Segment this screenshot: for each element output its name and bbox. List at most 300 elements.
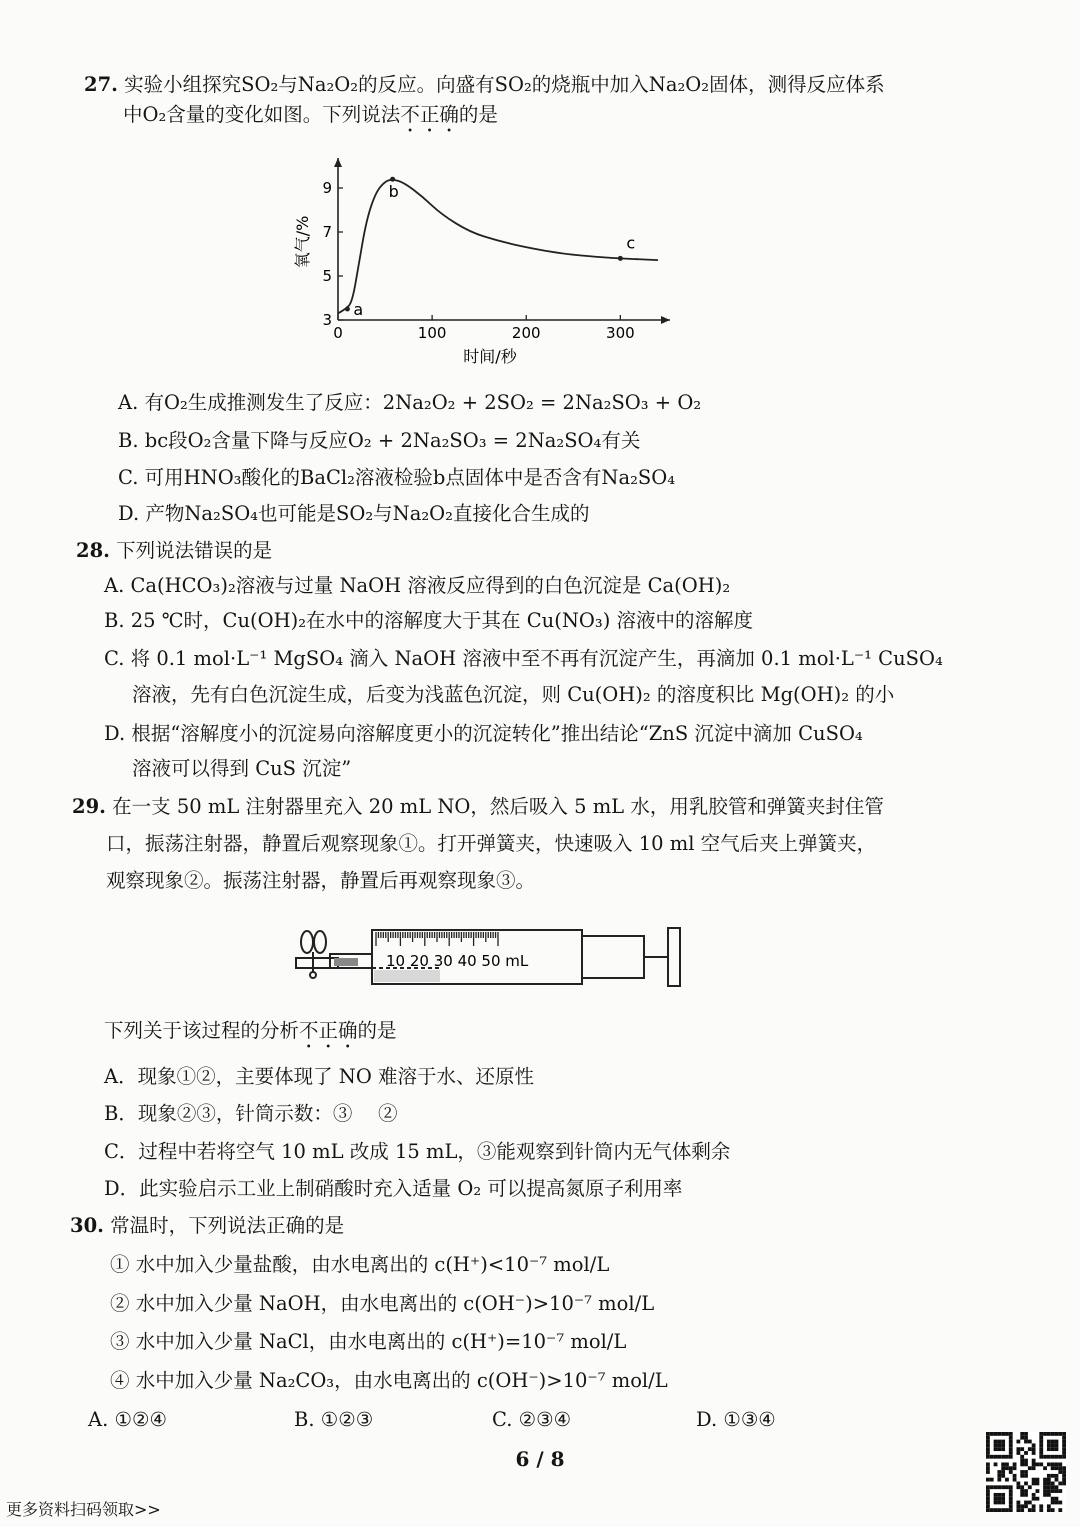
qr-finder-cell xyxy=(1005,1432,1009,1436)
qr-finder-cell xyxy=(1005,1508,1009,1512)
q29-stem-text: 在一支 50 mL 注射器里充入 20 mL NO，然后吸入 5 mL 水，用乳胶管和弹簧夹封住管 xyxy=(112,795,884,818)
qr-data-cell xyxy=(1039,1462,1043,1466)
qr-data-cell xyxy=(1062,1482,1066,1486)
qr-finder-cell xyxy=(1039,1455,1043,1459)
q29-option-b: B．现象②③，针筒示数：③ ② xyxy=(104,1102,398,1125)
qr-finder-cell xyxy=(1009,1440,1013,1444)
qr-finder-cell xyxy=(1009,1436,1013,1440)
x-axis-arrow xyxy=(661,316,670,324)
qr-finder-cell xyxy=(1009,1451,1013,1455)
q28-option-a: A. Ca(HCO₃)₂溶液与过量 NaOH 溶液反应得到的白色沉淀是 Ca(OH)₂ xyxy=(104,574,731,597)
q30-choice-a: A. ①②④ xyxy=(88,1408,167,1431)
qr-data-cell xyxy=(1024,1489,1028,1493)
point-b xyxy=(390,177,395,182)
qr-data-cell xyxy=(1058,1466,1062,1470)
qr-finder-cell xyxy=(986,1508,990,1512)
clamp-loop-left xyxy=(301,931,313,953)
qr-finder-cell xyxy=(1009,1447,1013,1451)
qr-finder-cell xyxy=(1001,1501,1005,1505)
qr-data-cell xyxy=(1024,1436,1028,1440)
qr-finder-cell xyxy=(997,1455,1001,1459)
qr-finder-cell xyxy=(986,1432,990,1436)
qr-data-cell xyxy=(1058,1489,1062,1493)
qr-finder-cell xyxy=(994,1501,998,1505)
qr-data-cell xyxy=(1024,1474,1028,1478)
qr-data-cell xyxy=(1047,1504,1051,1508)
chart-y-axis-label: 氧气/% xyxy=(293,215,312,269)
qr-data-cell xyxy=(1001,1470,1005,1474)
q29-stem-line3: 观察现象②。振荡注射器，静置后再观察现象③。 xyxy=(106,869,536,892)
y-tick-label: 5 xyxy=(322,267,332,285)
q29-emphasis: 不正确 xyxy=(299,1019,358,1042)
q27-option-c: C. 可用HNO₃酸化的BaCl₂溶液检验b点固体中是否含有Na₂SO₄ xyxy=(118,466,676,489)
qr-data-cell xyxy=(1024,1432,1028,1436)
qr-data-cell xyxy=(1024,1440,1028,1444)
qr-finder-cell xyxy=(986,1455,990,1459)
x-tick-label: 300 xyxy=(606,324,635,342)
qr-finder-cell xyxy=(1001,1508,1005,1512)
qr-data-cell xyxy=(1032,1459,1036,1463)
q28-number: 28. xyxy=(76,539,110,562)
qr-finder-cell xyxy=(986,1493,990,1497)
point-label-b: b xyxy=(388,182,399,202)
qr-data-cell xyxy=(986,1470,990,1474)
qr-data-cell xyxy=(1051,1485,1055,1489)
q28-option-b: B. 25 ℃时，Cu(OH)₂在水中的溶解度大于其在 Cu(NO₃) 溶液中的溶解度 xyxy=(104,609,754,632)
qr-data-cell xyxy=(1016,1482,1020,1486)
qr-data-cell xyxy=(997,1470,1001,1474)
qr-finder-cell xyxy=(1062,1451,1066,1455)
qr-finder-cell xyxy=(1058,1455,1062,1459)
q27-option-d: D. 产物Na₂SO₄也可能是SO₂与Na₂O₂直接化合生成的 xyxy=(118,502,590,525)
qr-data-cell xyxy=(1051,1489,1055,1493)
qr-data-cell xyxy=(1043,1466,1047,1470)
q29-ask-text: 下列关于该过程的分析 xyxy=(104,1019,300,1042)
qr-data-cell xyxy=(997,1474,1001,1478)
syringe-diagram xyxy=(290,920,690,995)
qr-finder-cell xyxy=(1043,1455,1047,1459)
q28-option-d: D. 根据“溶解度小的沉淀易向溶解度更小的沉淀转化”推出结论“ZnS 沉淀中滴加 CuSO₄ xyxy=(104,722,863,745)
qr-data-cell xyxy=(1013,1478,1017,1482)
q30-item-2: ② 水中加入少量 NaOH，由水电离出的 c(OH⁻)>10⁻⁷ mol/L xyxy=(110,1292,655,1315)
qr-finder-cell xyxy=(997,1501,1001,1505)
qr-finder-cell xyxy=(997,1447,1001,1451)
q27-number: 27. xyxy=(84,73,118,96)
qr-data-cell xyxy=(997,1478,1001,1482)
qr-data-cell xyxy=(1039,1504,1043,1508)
qr-finder-cell xyxy=(1051,1455,1055,1459)
qr-data-cell xyxy=(1039,1508,1043,1512)
qr-data-cell xyxy=(1013,1466,1017,1470)
qr-data-cell xyxy=(1047,1482,1051,1486)
qr-data-cell xyxy=(1058,1482,1062,1486)
qr-finder-cell xyxy=(986,1504,990,1508)
qr-data-cell xyxy=(1055,1489,1059,1493)
q27-option-a: A. 有O₂生成推测发生了反应：2Na₂O₂ + 2SO₂ = 2Na₂SO₃ + O₂ xyxy=(118,391,702,414)
syringe-plunger xyxy=(582,936,644,978)
q28-stem xyxy=(76,536,272,566)
qr-data-cell xyxy=(1032,1497,1036,1501)
qr-finder-cell xyxy=(1039,1436,1043,1440)
qr-data-cell xyxy=(1051,1462,1055,1466)
qr-finder-cell xyxy=(997,1485,1001,1489)
qr-data-cell xyxy=(1005,1478,1009,1482)
q30-stem-text: 常温时，下列说法正确的是 xyxy=(110,1214,345,1237)
qr-finder-cell xyxy=(1005,1455,1009,1459)
qr-finder-cell xyxy=(1055,1440,1059,1444)
qr-finder-cell xyxy=(1001,1455,1005,1459)
qr-data-cell xyxy=(1024,1470,1028,1474)
qr-code[interactable] xyxy=(986,1432,1066,1512)
qr-finder-cell xyxy=(986,1443,990,1447)
qr-finder-cell xyxy=(986,1451,990,1455)
qr-finder-cell xyxy=(994,1508,998,1512)
qr-finder-cell xyxy=(1055,1447,1059,1451)
q27-emphasis: 不正确 xyxy=(400,103,459,126)
qr-finder-cell xyxy=(1009,1455,1013,1459)
chart-ticks xyxy=(322,179,634,342)
qr-finder-cell xyxy=(1009,1432,1013,1436)
qr-finder-cell xyxy=(1051,1443,1055,1447)
qr-data-cell xyxy=(1020,1432,1024,1436)
q27-stem-line2 xyxy=(123,100,498,137)
qr-data-cell xyxy=(1051,1482,1055,1486)
qr-finder-cell xyxy=(994,1447,998,1451)
y-tick-label: 9 xyxy=(322,179,332,197)
qr-data-cell xyxy=(1062,1474,1066,1478)
qr-data-cell xyxy=(1016,1440,1020,1444)
qr-data-cell xyxy=(1058,1462,1062,1466)
q28-stem-text: 下列说法错误的是 xyxy=(116,539,273,562)
qr-finder-cell xyxy=(1043,1432,1047,1436)
qr-data-cell xyxy=(994,1462,998,1466)
y-tick-label: 7 xyxy=(322,223,332,241)
qr-finder-cell xyxy=(986,1497,990,1501)
qr-data-cell xyxy=(1043,1482,1047,1486)
qr-data-cell xyxy=(1032,1447,1036,1451)
qr-finder-cell xyxy=(1062,1443,1066,1447)
qr-finder-cell xyxy=(1062,1436,1066,1440)
qr-finder-cell xyxy=(1001,1443,1005,1447)
qr-data-cell xyxy=(1055,1474,1059,1478)
qr-data-cell xyxy=(1028,1466,1032,1470)
qr-finder-cell xyxy=(1009,1489,1013,1493)
qr-finder-cell xyxy=(994,1497,998,1501)
qr-data-cell xyxy=(1024,1501,1028,1505)
chart-points xyxy=(345,177,635,319)
q29-option-d: D．此实验启示工业上制硝酸时充入适量 O₂ 可以提高氮原子利用率 xyxy=(104,1177,683,1200)
qr-data-cell xyxy=(1047,1478,1051,1482)
qr-finder-cell xyxy=(994,1440,998,1444)
qr-finder-cell xyxy=(1009,1497,1013,1501)
qr-data-cell xyxy=(1024,1493,1028,1497)
qr-data-cell xyxy=(1024,1459,1028,1463)
qr-data-cell xyxy=(1020,1508,1024,1512)
qr-finder-cell xyxy=(1009,1504,1013,1508)
qr-finder-cell xyxy=(997,1440,1001,1444)
qr-finder-cell xyxy=(986,1436,990,1440)
q30-choice-c: C. ②③④ xyxy=(492,1408,572,1431)
qr-data-cell xyxy=(1043,1485,1047,1489)
qr-data-cell xyxy=(1047,1474,1051,1478)
qr-data-cell xyxy=(1020,1447,1024,1451)
qr-finder-cell xyxy=(1062,1455,1066,1459)
clamp-pivot xyxy=(310,972,316,978)
qr-data-cell xyxy=(1032,1493,1036,1497)
qr-finder-cell xyxy=(1047,1447,1051,1451)
qr-finder-cell xyxy=(997,1497,1001,1501)
qr-finder-cell xyxy=(990,1485,994,1489)
qr-finder-cell xyxy=(1009,1493,1013,1497)
q29-ask-end: 的是 xyxy=(357,1019,397,1042)
qr-finder-cell xyxy=(1051,1432,1055,1436)
qr-data-cell xyxy=(1036,1478,1040,1482)
qr-data-cell xyxy=(1013,1474,1017,1478)
qr-finder-cell xyxy=(990,1508,994,1512)
qr-finder-cell xyxy=(1055,1455,1059,1459)
qr-data-cell xyxy=(1047,1508,1051,1512)
qr-data-cell xyxy=(1058,1501,1062,1505)
qr-data-cell xyxy=(1055,1485,1059,1489)
qr-finder-cell xyxy=(1001,1432,1005,1436)
q30-choice-d: D. ①③④ xyxy=(696,1408,776,1431)
qr-data-cell xyxy=(986,1462,990,1466)
qr-data-cell xyxy=(1032,1508,1036,1512)
qr-finder-cell xyxy=(990,1455,994,1459)
y-tick-label: 3 xyxy=(322,311,332,329)
qr-finder-cell xyxy=(1001,1447,1005,1451)
qr-finder-cell xyxy=(1001,1493,1005,1497)
q29-option-c: C．过程中若将空气 10 mL 改成 15 mL，③能观察到针筒内无气体剩余 xyxy=(104,1140,731,1163)
qr-data-cell xyxy=(1051,1474,1055,1478)
qr-data-cell xyxy=(1024,1462,1028,1466)
q29-stem-line2: 口，振荡注射器，静置后观察现象①。打开弹簧夹，快速吸入 10 ml 空气后夹上弹簧夹， xyxy=(106,832,877,855)
qr-data-cell xyxy=(1043,1493,1047,1497)
point-label-a: a xyxy=(353,300,364,319)
page-number: 6 / 8 xyxy=(515,1447,565,1471)
qr-data-cell xyxy=(1047,1462,1051,1466)
x-tick-label: 200 xyxy=(511,324,541,342)
qr-data-cell xyxy=(1055,1478,1059,1482)
qr-data-cell xyxy=(1016,1508,1020,1512)
tube-fill xyxy=(334,958,358,966)
qr-finder-cell xyxy=(1009,1485,1013,1489)
qr-data-cell xyxy=(1051,1501,1055,1505)
qr-data-cell xyxy=(1062,1470,1066,1474)
q30-item-1: ① 水中加入少量盐酸，由水电离出的 c(H⁺)<10⁻⁷ mol/L xyxy=(110,1253,610,1276)
q29-ask xyxy=(104,1016,397,1053)
qr-data-cell xyxy=(1028,1447,1032,1451)
q29-stem-line1 xyxy=(72,792,884,822)
qr-data-cell xyxy=(1047,1485,1051,1489)
oxygen-time-chart xyxy=(288,148,688,370)
qr-finder-cell xyxy=(986,1447,990,1451)
qr-finder-cell xyxy=(1039,1447,1043,1451)
q27-stem-part: 中O₂含量的变化如图。下列说法 xyxy=(123,103,401,126)
qr-finder-cell xyxy=(1051,1447,1055,1451)
chart-x-axis-label: 时间/秒 xyxy=(463,347,517,366)
qr-finder-cell xyxy=(1009,1501,1013,1505)
qr-finder-cell xyxy=(1047,1440,1051,1444)
qr-finder-cell xyxy=(1047,1432,1051,1436)
syringe-scale-ticks xyxy=(376,932,498,946)
qr-finder-cell xyxy=(1055,1443,1059,1447)
qr-data-cell xyxy=(1043,1489,1047,1493)
qr-finder-cell xyxy=(997,1493,1001,1497)
qr-data-cell xyxy=(1016,1485,1020,1489)
qr-data-cell xyxy=(1016,1501,1020,1505)
point-a xyxy=(345,307,350,312)
qr-data-cell xyxy=(1051,1508,1055,1512)
qr-data-cell xyxy=(1032,1478,1036,1482)
qr-finder-cell xyxy=(1039,1443,1043,1447)
q30-item-4: ④ 水中加入少量 Na₂CO₃，由水电离出的 c(OH⁻)>10⁻⁷ mol/L xyxy=(110,1369,668,1392)
qr-data-cell xyxy=(1016,1447,1020,1451)
qr-data-cell xyxy=(1032,1504,1036,1508)
qr-data-cell xyxy=(1062,1466,1066,1470)
q28-option-c: C. 将 0.1 mol·L⁻¹ MgSO₄ 滴入 NaOH 溶液中至不再有沉淀产生，再滴加 0.1 mol·L⁻¹ CuSO₄ xyxy=(104,647,943,670)
q27-stem-text: 实验小组探究SO₂与Na₂O₂的反应。向盛有SO₂的烧瓶中加入Na₂O₂固体，测得反应体系 xyxy=(124,73,885,96)
qr-finder-cell xyxy=(1039,1432,1043,1436)
qr-data-cell xyxy=(1062,1478,1066,1482)
qr-data-cell xyxy=(990,1478,994,1482)
qr-data-cell xyxy=(1020,1474,1024,1478)
qr-finder-cell xyxy=(994,1432,998,1436)
qr-data-cell xyxy=(1016,1504,1020,1508)
qr-data-cell xyxy=(1001,1462,1005,1466)
qr-data-cell xyxy=(1051,1497,1055,1501)
qr-data-cell xyxy=(1036,1497,1040,1501)
qr-data-cell xyxy=(1020,1459,1024,1463)
syringe-scale-label: 10 20 30 40 50 mL xyxy=(386,952,529,970)
point-label-c: c xyxy=(626,233,636,253)
x-tick-label: 100 xyxy=(417,324,447,342)
qr-data-cell xyxy=(1055,1497,1059,1501)
qr-data-cell xyxy=(1051,1466,1055,1470)
chart-series xyxy=(338,180,658,314)
qr-finder-cell xyxy=(997,1443,1001,1447)
qr-data-cell xyxy=(1058,1508,1062,1512)
qr-finder-cell xyxy=(1062,1432,1066,1436)
qr-data-cell xyxy=(1028,1501,1032,1505)
clamp-loop-right xyxy=(314,931,326,953)
qr-finder-cell xyxy=(986,1440,990,1444)
qr-data-cell xyxy=(1028,1440,1032,1444)
qr-data-cell xyxy=(1047,1489,1051,1493)
qr-data-cell xyxy=(1020,1470,1024,1474)
qr-data-cell xyxy=(1005,1466,1009,1470)
qr-data-cell xyxy=(1036,1482,1040,1486)
qr-data-cell xyxy=(1036,1489,1040,1493)
qr-finder-cell xyxy=(1047,1443,1051,1447)
qr-finder-cell xyxy=(1001,1485,1005,1489)
qr-data-cell xyxy=(1001,1466,1005,1470)
x-tick-label: 0 xyxy=(333,324,343,342)
qr-finder-cell xyxy=(994,1485,998,1489)
qr-finder-cell xyxy=(1055,1432,1059,1436)
qr-finder-cell xyxy=(1047,1455,1051,1459)
series-line-oxygen xyxy=(338,180,658,314)
qr-data-cell xyxy=(1024,1451,1028,1455)
qr-data-cell xyxy=(1032,1482,1036,1486)
qr-finder-cell xyxy=(990,1432,994,1436)
q29-number: 29. xyxy=(72,795,106,818)
qr-data-cell xyxy=(986,1466,990,1470)
qr-data-cell xyxy=(1032,1443,1036,1447)
qr-finder-cell xyxy=(1009,1508,1013,1512)
q28-option-c-cont: 溶液，先有白色沉淀生成，后变为浅蓝色沉淀，则 Cu(OH)₂ 的溶度积比 Mg(OH)₂ 的小 xyxy=(132,683,895,706)
qr-data-cell xyxy=(1032,1451,1036,1455)
qr-data-cell xyxy=(1009,1470,1013,1474)
qr-data-cell xyxy=(1020,1485,1024,1489)
footer-link-text[interactable]: 更多资料扫码领取>> xyxy=(6,1500,161,1519)
qr-data-cell xyxy=(1024,1482,1028,1486)
qr-data-cell xyxy=(1028,1485,1032,1489)
qr-finder-cell xyxy=(1001,1497,1005,1501)
qr-data-cell xyxy=(1055,1501,1059,1505)
qr-finder-cell xyxy=(1039,1451,1043,1455)
q27-stem-line1 xyxy=(84,70,885,100)
qr-finder-cell xyxy=(1001,1440,1005,1444)
q27-option-b: B. bc段O₂含量下降与反应O₂ + 2Na₂SO₃ = 2Na₂SO₄有关 xyxy=(118,429,641,452)
point-c xyxy=(618,256,623,261)
qr-finder-cell xyxy=(1051,1440,1055,1444)
qr-data-cell xyxy=(1016,1451,1020,1455)
qr-finder-cell xyxy=(997,1508,1001,1512)
qr-finder-cell xyxy=(1058,1432,1062,1436)
qr-data-cell xyxy=(1055,1462,1059,1466)
qr-data-cell xyxy=(1047,1493,1051,1497)
qr-finder-cell xyxy=(997,1432,1001,1436)
qr-finder-cell xyxy=(986,1489,990,1493)
qr-data-cell xyxy=(1020,1493,1024,1497)
qr-finder-cell xyxy=(994,1455,998,1459)
qr-finder-cell xyxy=(986,1501,990,1505)
qr-data-cell xyxy=(1020,1455,1024,1459)
qr-data-cell xyxy=(986,1478,990,1482)
q30-choice-b: B. ①②③ xyxy=(294,1408,374,1431)
qr-finder-cell xyxy=(1039,1440,1043,1444)
qr-data-cell xyxy=(1013,1462,1017,1466)
qr-finder-cell xyxy=(986,1485,990,1489)
qr-data-cell xyxy=(1032,1462,1036,1466)
qr-data-cell xyxy=(1032,1466,1036,1470)
qr-data-cell xyxy=(1020,1489,1024,1493)
q27-stem-end: 的是 xyxy=(458,103,498,126)
qr-data-cell xyxy=(1020,1462,1024,1466)
plunger-handle xyxy=(668,928,680,986)
qr-data-cell xyxy=(1055,1466,1059,1470)
qr-data-cell xyxy=(1020,1436,1024,1440)
qr-finder-cell xyxy=(994,1493,998,1497)
qr-data-cell xyxy=(1028,1508,1032,1512)
qr-finder-cell xyxy=(1062,1440,1066,1444)
q30-item-3: ③ 水中加入少量 NaCl，由水电离出的 c(H⁺)=10⁻⁷ mol/L xyxy=(110,1330,627,1353)
qr-data-cell xyxy=(1005,1462,1009,1466)
q29-option-a: A．现象①②，主要体现了 NO 难溶于水、还原性 xyxy=(104,1065,535,1088)
qr-finder-cell xyxy=(1005,1485,1009,1489)
rubber-tube xyxy=(296,958,338,968)
q30-stem xyxy=(70,1211,344,1241)
qr-data-cell xyxy=(1043,1478,1047,1482)
qr-data-cell xyxy=(1009,1466,1013,1470)
y-axis-arrow xyxy=(334,158,342,167)
qr-finder-cell xyxy=(1009,1443,1013,1447)
qr-data-cell xyxy=(1058,1470,1062,1474)
q30-number: 30. xyxy=(70,1214,104,1237)
qr-data-cell xyxy=(1036,1462,1040,1466)
qr-data-cell xyxy=(1020,1504,1024,1508)
